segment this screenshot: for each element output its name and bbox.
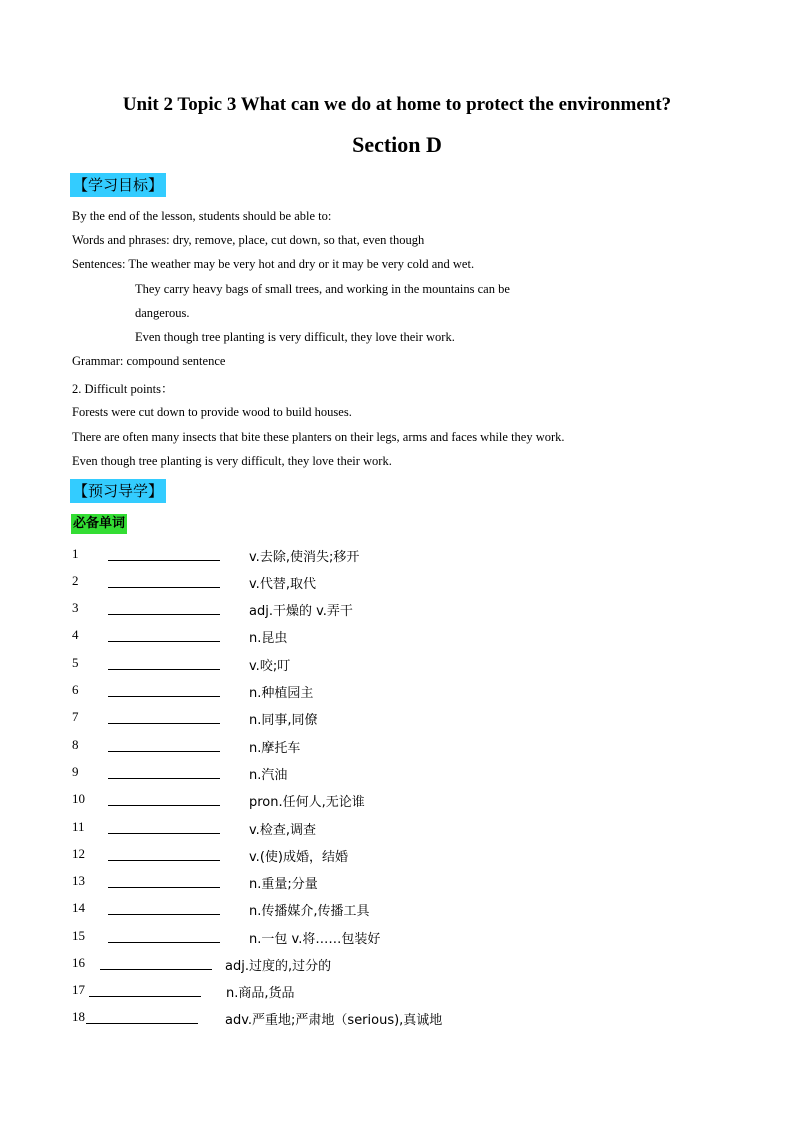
vocab-row	[72, 846, 672, 866]
vocab-number: 17	[72, 982, 85, 997]
vocab-row	[72, 709, 672, 729]
objective-line: Even though tree planting is very difficult, they love their work.	[135, 330, 455, 344]
answer-blank[interactable]	[108, 805, 220, 806]
vocab-row	[72, 737, 672, 757]
vocab-meaning: pron.任何人,无论谁	[249, 795, 365, 810]
vocab-meaning: n.摩托车	[249, 741, 301, 756]
answer-blank[interactable]	[108, 860, 220, 861]
vocab-row	[72, 627, 672, 647]
vocab-row	[72, 955, 672, 975]
vocab-number: 11	[72, 819, 85, 834]
answer-blank[interactable]	[86, 1023, 198, 1024]
objective-line: By the end of the lesson, students should be able to:	[72, 209, 332, 223]
answer-blank[interactable]	[108, 696, 220, 697]
vocab-row	[72, 600, 672, 620]
vocab-number: 8	[72, 737, 79, 752]
vocab-meaning: adv.严重地;严肃地（serious),真诚地	[225, 1013, 443, 1028]
vocab-row	[72, 928, 672, 948]
answer-blank[interactable]	[108, 614, 220, 615]
vocab-number: 5	[72, 655, 79, 670]
vocab-row	[72, 873, 672, 893]
vocab-meaning: n.重量;分量	[249, 877, 318, 892]
vocab-row	[72, 900, 672, 920]
objective-line: Forests were cut down to provide wood to build houses.	[72, 405, 352, 419]
vocab-meaning: adj.过度的,过分的	[225, 959, 332, 974]
answer-blank[interactable]	[108, 914, 220, 915]
vocab-meaning: v.咬;叮	[249, 659, 291, 674]
answer-blank[interactable]	[108, 942, 220, 943]
vocab-number: 3	[72, 600, 79, 615]
vocab-meaning: n.同事,同僚	[249, 713, 318, 728]
objectives-label: 【学习目标】	[70, 173, 166, 197]
objective-line: There are often many insects that bite these planters on their legs, arms and faces while they work.	[72, 430, 565, 444]
vocab-row	[72, 1009, 672, 1029]
vocab-row	[72, 791, 672, 811]
vocab-label: 必备单词	[71, 514, 127, 534]
vocab-number: 2	[72, 573, 79, 588]
vocab-number: 14	[72, 900, 85, 915]
section-title: Section D	[352, 132, 442, 157]
vocab-number: 12	[72, 846, 85, 861]
answer-blank[interactable]	[108, 641, 220, 642]
vocab-row	[72, 655, 672, 675]
objective-line: 2. Difficult points：	[72, 382, 174, 396]
vocab-meaning: n.汽油	[249, 768, 288, 783]
vocab-row	[72, 546, 672, 566]
answer-blank[interactable]	[89, 996, 201, 997]
vocab-number: 7	[72, 709, 79, 724]
objective-line: Sentences: The weather may be very hot and dry or it may be very cold and wet.	[72, 257, 475, 271]
objective-line: Even though tree planting is very difficult, they love their work.	[72, 454, 392, 468]
vocab-number: 13	[72, 873, 85, 888]
answer-blank[interactable]	[108, 833, 220, 834]
vocab-meaning: n.种植园主	[249, 686, 314, 701]
vocab-number: 9	[72, 764, 79, 779]
document-title: Unit 2 Topic 3 What can we do at home to protect the environment?	[122, 94, 672, 115]
vocab-row	[72, 764, 672, 784]
answer-blank[interactable]	[100, 969, 212, 970]
objective-line: They carry heavy bags of small trees, and working in the mountains can be	[135, 282, 510, 296]
answer-blank[interactable]	[108, 587, 220, 588]
preview-label: 【预习导学】	[70, 479, 166, 503]
objective-line: dangerous.	[135, 306, 190, 320]
answer-blank[interactable]	[108, 751, 220, 752]
answer-blank[interactable]	[108, 723, 220, 724]
answer-blank[interactable]	[108, 560, 220, 561]
vocab-number: 4	[72, 627, 79, 642]
answer-blank[interactable]	[108, 669, 220, 670]
vocab-row	[72, 682, 672, 702]
objective-line: Grammar: compound sentence	[72, 354, 226, 368]
vocab-row	[72, 819, 672, 839]
vocab-number: 18	[72, 1009, 85, 1024]
vocab-meaning: v.去除,使消失;移开	[249, 550, 360, 565]
vocab-meaning: adj.干燥的 v.弄干	[249, 604, 353, 619]
vocab-meaning: n.一包 v.将……包装好	[249, 932, 381, 947]
vocab-row	[72, 982, 672, 1002]
objective-line: Words and phrases: dry, remove, place, cut down, so that, even though	[72, 233, 425, 247]
vocab-number: 1	[72, 546, 79, 561]
vocab-number: 10	[72, 791, 85, 806]
vocab-number: 6	[72, 682, 79, 697]
vocab-meaning: n.商品,货品	[226, 986, 295, 1001]
answer-blank[interactable]	[108, 887, 220, 888]
vocab-row	[72, 573, 672, 593]
vocab-meaning: n.昆虫	[249, 631, 288, 646]
vocab-meaning: v.检查,调查	[249, 823, 316, 838]
vocab-meaning: v.代替,取代	[249, 577, 316, 592]
answer-blank[interactable]	[108, 778, 220, 779]
vocab-meaning: n.传播媒介,传播工具	[249, 904, 370, 919]
vocab-number: 16	[72, 955, 85, 970]
vocab-number: 15	[72, 928, 85, 943]
vocab-meaning: v.(使)成婚，结婚	[249, 850, 348, 865]
